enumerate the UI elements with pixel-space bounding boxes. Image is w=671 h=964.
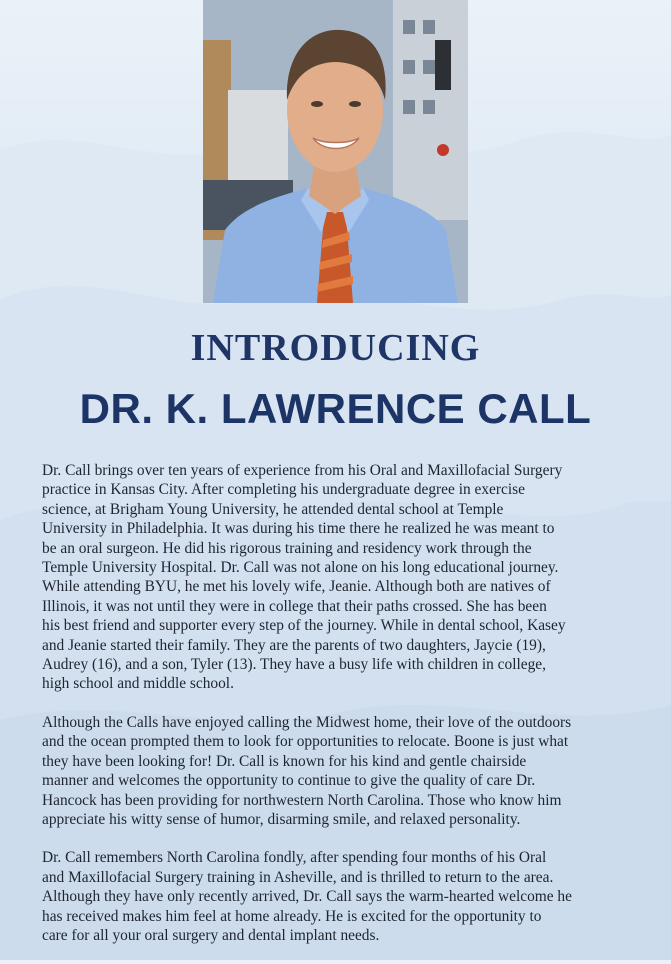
bio-paragraph-2: Although the Calls have enjoyed calling the Midwest home, their love of the outdoors and the ocean prompted them to look for opportunities to relocate. Boone is just what they have been looking for! Dr. Call is known for his kind and gentle chairside manner and welcomes the opportunity to continue to give the quality of care Dr. Hancock has been providing for northwestern North Carolina. Those who know him appreciate his witty sense of humor, disarming smile, and relaxed personality. — [42, 713, 572, 828]
portrait-photo — [203, 0, 468, 303]
doctor-name-heading: DR. K. LAWRENCE CALL — [79, 385, 592, 432]
bio-paragraph-3: Dr. Call remembers North Carolina fondly, after spending four months of his Oral and Maxillofacial Surgery training in Asheville, and is thrilled to return to the area. Although they have only recently arrived, Dr. Call says the warm-hearted welcome he has received makes him feel at home already. He is excited for the opportunity to care for all your oral surgery and dental implant needs. — [42, 849, 572, 944]
biography-text — [42, 461, 642, 964]
introducing-heading: INTRODUCING — [190, 327, 481, 369]
bio-paragraph-1: Dr. Call brings over ten years of experience from his Oral and Maxillofacial Surgery practice in Kansas City. After completing his undergraduate degree in exercise science, at Brigham Young University, he attended dental school at Temple University in Philadelphia. It was during his time there he realized he was meant to be an oral surgeon. He did his rigorous training and residency work through the Temple University Hospital. Dr. Call was not alone on his long educational journey. While attending BYU, he met his lovely wife, Jeanie. Although both are natives of Illinois, it was not until they were in college that their paths crossed. She has been his best friend and supporter every step of the journey. While in dental school, Kasey and Jeanie started their family. They are the parents of two daughters, Jaycie (19), Audrey (16), and a son, Tyler (13). They have a busy life with children in college, high school and middle school. — [42, 462, 566, 693]
